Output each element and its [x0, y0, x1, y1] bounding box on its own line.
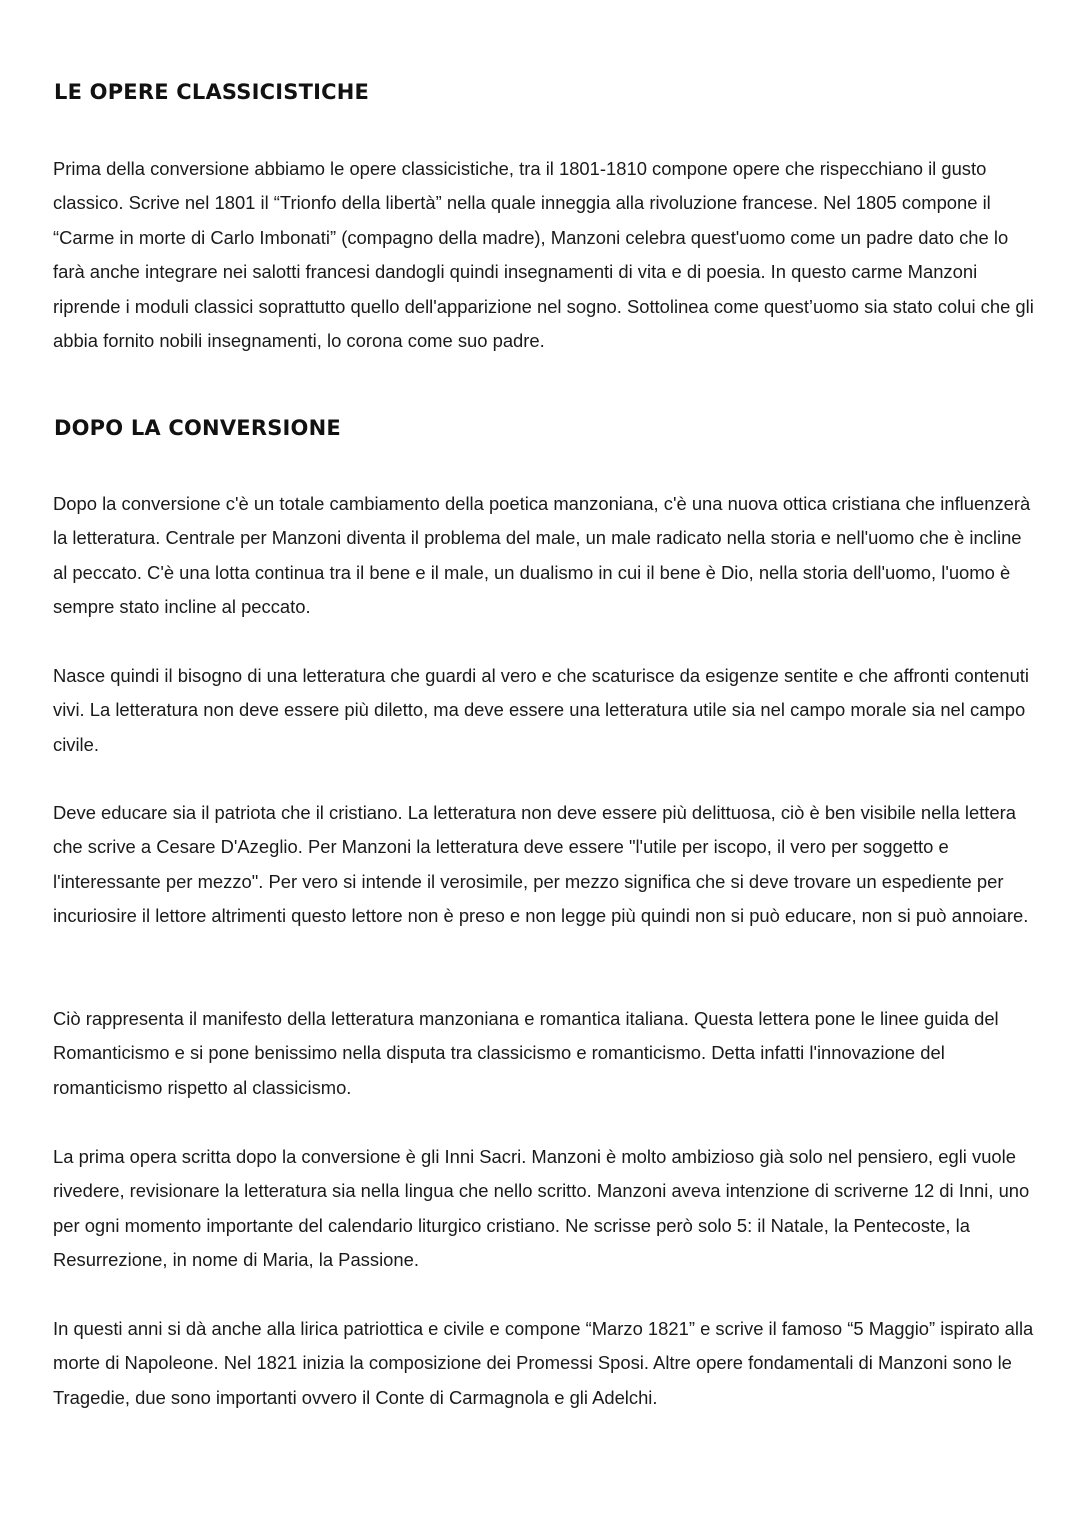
section-heading-opere-classicistiche: LE OPERE CLASSICISTICHE [54, 80, 370, 104]
paragraph-educare-patriota: Deve educare sia il patriota che il cristiano. La letteratura non deve essere più delittuosa, ciò è ben visibile nella lettera che scrive a Cesare D'Azeglio. Per Manzoni la letteratura deve essere "l'utile per iscopo, il vero per soggetto e l'interessante per mezzo". Per vero si intende il verosimile, per mezzo significa che si deve trovare un espediente per incuriosire il lettore altrimenti questo lettore non è preso e non legge più quindi non si può educare, non si può annoiare. [53, 802, 1029, 927]
paragraph-inni-sacri: La prima opera scritta dopo la conversione è gli Inni Sacri. Manzoni è molto ambizioso già solo nel pensiero, egli vuole rivedere, revisionare la letteratura sia nella lingua che nello scritto. Manzoni aveva intenzione di scriverne 12 di Inni, uno per ogni momento importante del calendario liturgico cristiano. Ne scrisse però solo 5: il Natale, la Pentecoste, la Resurrezione, in nome di Maria, la Passione. [53, 1146, 1030, 1271]
paragraph-bisogno-letteratura: Nasce quindi il bisogno di una letteratura che guardi al vero e che scaturisce da esigenze sentite e che affronti contenuti vivi. La letteratura non deve essere più diletto, ma deve essere una letteratura utile sia nel campo morale sia nel campo civile. [53, 665, 1029, 755]
paragraph-manifesto-letteratura: Ciò rappresenta il manifesto della letteratura manzoniana e romantica italiana. Questa lettera pone le linee guida del Romanticismo e si pone benissimo nella disputa tra classicismo e romanticismo. Detta infatti l'innovazione del romanticismo rispetto al classicismo. [53, 1008, 999, 1098]
paragraph-lirica-patriottica: In questi anni si dà anche alla lirica patriottica e civile e compone “Marzo 1821” e scrive il famoso “5 Maggio” ispirato alla morte di Napoleone. Nel 1821 inizia la composizione dei Promessi Sposi. Altre opere fondamentali di Manzoni sono le Tragedie, due sono importanti ovvero il Conte di Carmagnola e gli Adelchi. [53, 1318, 1034, 1408]
section-heading-dopo-conversione: DOPO LA CONVERSIONE [54, 416, 341, 440]
paragraph-opere-classicistiche: Prima della conversione abbiamo le opere classicistiche, tra il 1801-1810 compone opere che rispecchiano il gusto classico. Scrive nel 1801 il “Trionfo della libertà” nella quale inneggia alla rivoluzione francese. Nel 1805 compone il “Carme in morte di Carlo Imbonati” (compagno della madre), Manzoni celebra quest'uomo come un padre dato che lo farà anche integrare nei salotti francesi dandogli quindi insegnamenti di vita e di poesia. In questo carme Manzoni riprende i moduli classici soprattutto quello dell'apparizione nel sogno. Sottolinea come quest’uomo sia stato colui che gli abbia fornito nobili insegnamenti, lo corona come suo padre. [53, 158, 1034, 352]
paragraph-cambiamento-poetica: Dopo la conversione c'è un totale cambiamento della poetica manzoniana, c'è una nuova ottica cristiana che influenzerà la letteratura. Centrale per Manzoni diventa il problema del male, un male radicato nella storia e nell'uomo che è incline al peccato. C'è una lotta continua tra il bene e il male, un dualismo in cui il bene è Dio, nella storia dell'uomo, l'uomo è sempre stato incline al peccato. [53, 493, 1031, 618]
